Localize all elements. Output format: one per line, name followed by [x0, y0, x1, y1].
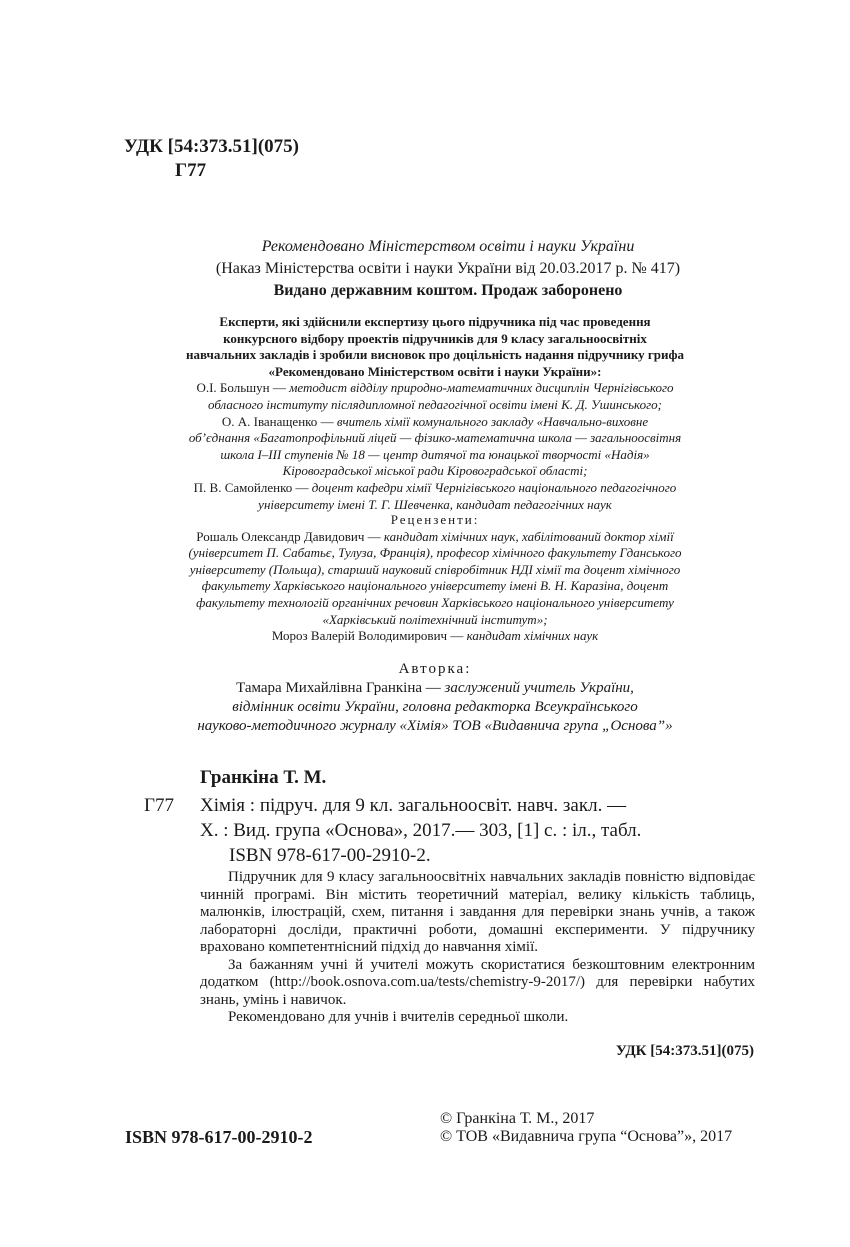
expert-name: П. В. Самойленко	[193, 479, 293, 495]
experts-heading-line: «Рекомендовано Міністерством освіти і науки України»:	[268, 363, 602, 379]
expert-desc-line: об’єднання «Багатопрофільний ліцей — фізико-математична школа — загальноосвітня	[188, 430, 682, 446]
approval-sale: Видано державним коштом. Продаж заборонено	[273, 282, 623, 299]
reviewer-desc-line: факультету Харківського національного університету імені В. Н. Каразіна, доцент	[201, 578, 669, 594]
expert-entry: О.І. Большун — методист відділу природно-математичних дисциплін Чернігівського	[196, 380, 674, 396]
author-entry: Тамара Михайлівна Гранкіна — заслужений учитель України,	[236, 680, 634, 696]
annotation-paragraph: За бажанням учні й учителі можуть скористатися безкоштовним електронним додатком (http://book.osnova.com.ua/tests/chemistry-9-2017/) для перевірки набутих знань, умінь і навичок.	[200, 956, 755, 1008]
reviewers-section	[10, 512, 850, 645]
annotation-udk: УДК [54:373.51](075)	[615, 1043, 754, 1059]
annotation-paragraph: Рекомендовано для учнів і вчителів середньої школи.	[228, 1009, 569, 1025]
reviewer-desc-line: університету (Польща), старший науковий співробітник НДІ хімії та доцент хімічного	[189, 561, 681, 577]
udk-code: УДК [54:373.51](075)	[124, 136, 300, 157]
reviewer-desc: кандидат хімічних наук	[466, 628, 599, 644]
reviewer-entry: Мороз Валерій Володимирович — кандидат хімічних наук	[271, 628, 599, 644]
reviewer-desc: кандидат хімічних наук, хабілітований доктор хімії	[383, 528, 674, 544]
expert-desc: вчитель хімії комунального закладу «Навчально-виховне	[336, 413, 649, 429]
footer-copyright-author: © Гранкіна Т. М., 2017	[440, 1110, 595, 1127]
author-desc-line: відмінник освіти України, головна редакторка Всеукраїнського	[232, 699, 638, 715]
reviewer-name: Мороз Валерій Володимирович	[271, 628, 448, 644]
biblio-isbn: ISBN 978-617-00-2910-2.	[229, 845, 431, 866]
expert-desc-line: обласного інституту післядипломної педагогічної освіти імені К. Д. Ушинського;	[207, 396, 663, 412]
udk-index: Г77	[175, 160, 207, 181]
approval-order: (Наказ Міністерства освіти і науки України від 20.03.2017 р. № 417)	[215, 260, 681, 277]
reviewer-desc-line: «Харківський політехнічний інститут»;	[322, 611, 548, 627]
expert-name: О.І. Большун	[196, 380, 270, 396]
author-desc: заслужений учитель України,	[444, 680, 634, 696]
reviewer-desc-line: факультету технологій органічних речовин Харківського національного університету	[196, 594, 674, 610]
expert-desc-line: університету імені Т. Г. Шевченка, кандидат педагогічних наук	[258, 496, 612, 512]
expert-name: О. А. Іванащенко	[221, 413, 318, 429]
expert-entry: О. А. Іванащенко — вчитель хімії комунального закладу «Навчально-виховне	[221, 413, 649, 429]
reviewer-desc-line: (університет П. Сабатьє, Тулуза, Франція), професор хімічного факультету Гданського	[188, 545, 682, 561]
expert-desc: доцент кафедри хімії Чернігівського національного педагогічного	[311, 479, 677, 495]
approval-recommended: Рекомендовано Міністерством освіти і науки України	[261, 238, 635, 255]
experts-section	[10, 314, 850, 513]
expert-desc-line: школа І–ІІІ ступенів № 18 — центр дитячої та юнацької творчості «Надія»	[220, 446, 650, 462]
experts-heading-line: Експерти, які здійснили експертизу цього підручника під час проведення	[219, 314, 651, 329]
reviewer-entry: Рошаль Олександр Давидович — кандидат хімічних наук, хабілітований доктор хімії	[196, 528, 674, 544]
footer-copyright-publisher: © ТОВ «Видавнича група “Основа”», 2017	[440, 1128, 733, 1145]
footer-isbn: ISBN 978-617-00-2910-2	[125, 1127, 313, 1147]
author-desc-line: науково-методичного журналу «Хімія» ТОВ «Видавнича група „Основа”»	[197, 718, 673, 734]
biblio-publisher-line: Х. : Вид. група «Основа», 2017.— 303, [1] с. : іл., табл.	[200, 820, 642, 841]
biblio-index: Г77	[144, 795, 174, 816]
expert-desc: методист відділу природно-математичних дисциплін Чернігівського	[289, 380, 674, 396]
annotation-paragraph: Підручник для 9 класу загальноосвітніх навчальних закладів повністю відповідає чинній програмі. Він містить теоретичний матеріал, велику кількість таблиць, малюнків, ілюстрацій, схем, питання і завдання для перевірки знань учнів, а також лабораторні досліди, практичні роботи, домашні експерименти. У підручнику враховано компетентнісний підхід до навчання хімії.	[200, 869, 755, 955]
author-heading: Авторка:	[398, 661, 472, 677]
reviewers-heading: Рецензенти:	[390, 512, 480, 527]
biblio-author: Гранкіна Т. М.	[200, 767, 327, 788]
experts-heading-line: навчальних закладів і зробили висновок про доцільність надання підручнику грифа	[185, 347, 685, 363]
biblio-title-line: Хімія : підруч. для 9 кл. загальноосвіт. навч. закл. —	[200, 795, 627, 816]
experts-heading-line: конкурсного відбору проектів підручників для 9 класу загальноосвітніх	[223, 330, 647, 346]
expert-desc-line: Кіровоградської міської ради Кіровоградської області;	[282, 463, 588, 479]
annotation	[200, 869, 755, 1027]
expert-entry: П. В. Самойленко — доцент кафедри хімії Чернігівського національного педагогічного	[193, 479, 677, 495]
reviewer-name: Рошаль Олександр Давидович	[196, 528, 365, 544]
author-name: Тамара Михайлівна Гранкіна	[236, 680, 423, 696]
author-section	[10, 660, 850, 736]
